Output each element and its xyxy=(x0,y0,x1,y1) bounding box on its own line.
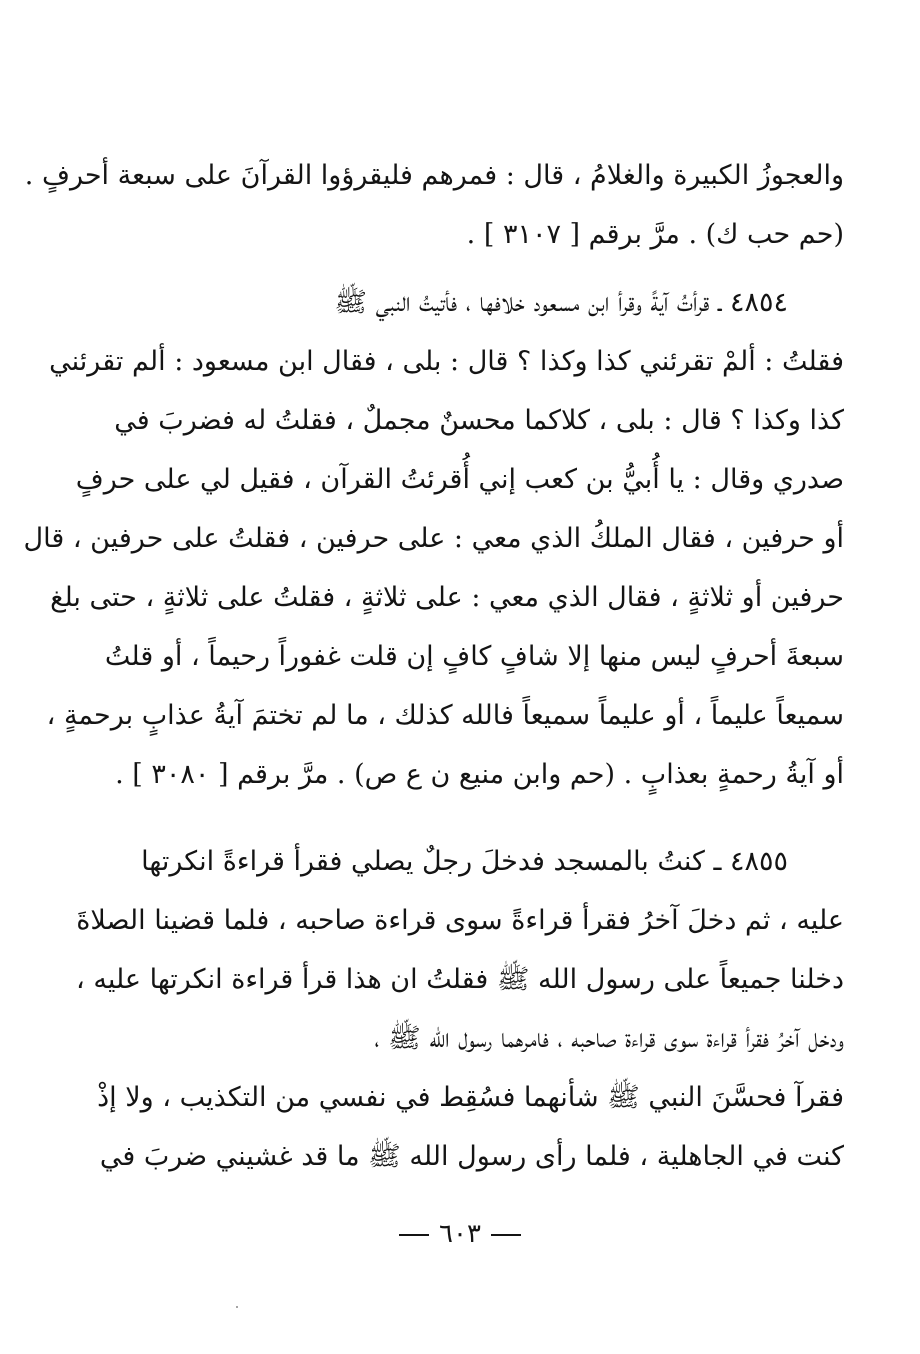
hadith-4854 xyxy=(23,273,844,804)
page-number-dash xyxy=(399,1234,429,1236)
text-line: أو حرفين ، فقال الملكُ الذي معي : على حرفين ، فقلتُ على حرفين ، قال xyxy=(23,523,844,554)
text-line: صدري وقال : يا أُبيُّ بن كعب إني أُقرئتُ القرآن ، فقيل لي على حرفٍ xyxy=(75,464,844,495)
text-line: أو آيةُ رحمةٍ بعذابٍ . (حم وابن منيع ن ع ص) . مرَّ برقم [ ٣٠٨٠ ] . xyxy=(115,759,844,790)
text-line: ٤٨٥٥ ـ كنتُ بالمسجد فدخلَ رجلٌ يصلي فقرأ قراءةً انكرتها xyxy=(141,846,788,877)
text-line: فقلتُ : ألمْ تقرئني كذا وكذا ؟ قال : بلى ، فقال ابن مسعود : ألم تقرئني xyxy=(49,346,844,377)
text-line: والعجوزُ الكبيرة والغلامُ ، قال : فمرهم فليقرؤوا القرآنَ على سبعة أحرفٍ . xyxy=(24,160,844,191)
text-line: كذا وكذا ؟ قال : بلى ، كلاكما محسنٌ مجملٌ ، فقلتُ له فضربَ في xyxy=(114,405,844,436)
text-line: ودخل آخرُ فقرأ قراءة سوى قراءة صاحبه ، فامرهما رسول الله ﷺ ، xyxy=(374,1023,844,1054)
page-number-value: ٦٠٣ xyxy=(439,1219,481,1249)
text-line: ٤٨٥٤ ـ قرأتُ آيةً وقرأ ابن مسعود خلافها ، فأتيتُ النبي ﷺ xyxy=(334,287,788,318)
text-line: عليه ، ثم دخلَ آخرُ فقرأ قراءةً سوى قراءة صاحبه ، فلما قضينا الصلاةَ xyxy=(76,905,844,936)
text-line: سميعاً عليماً ، أو عليماً سميعاً فالله كذلك ، ما لم تختمَ آيةُ عذابٍ برحمةٍ ، xyxy=(46,700,844,731)
text-line: (حم حب ك) . مرَّ برقم [ ٣١٠٧ ] . xyxy=(466,219,844,250)
text-line: حرفين أو ثلاثةٍ ، فقال الذي معي : على ثلاثةٍ ، فقلتُ على ثلاثةٍ ، حتى بلغ xyxy=(50,582,844,613)
paragraph-continuation xyxy=(24,146,844,264)
hadith-4855 xyxy=(76,832,844,1186)
text-line: دخلنا جميعاً على رسول الله ﷺ فقلتُ ان هذا قرأ قراءة انكرتها عليه ، xyxy=(76,964,844,995)
text-line: سبعةَ أحرفٍ ليس منها إلا شافٍ كافٍ إن قلت غفوراً رحيماً ، أو قلتُ xyxy=(104,641,844,672)
text-line: فقرآ فحسَّنَ النبي ﷺ شأنهما فسُقِط في نفسي من التكذيب ، ولا إذْ xyxy=(97,1082,844,1113)
page-number-dash xyxy=(491,1234,521,1236)
page-number xyxy=(0,1214,920,1254)
scan-speck xyxy=(236,1306,238,1308)
text-line: كنت في الجاهلية ، فلما رأى رسول الله ﷺ ما قد غشيني ضربَ في xyxy=(99,1141,844,1172)
